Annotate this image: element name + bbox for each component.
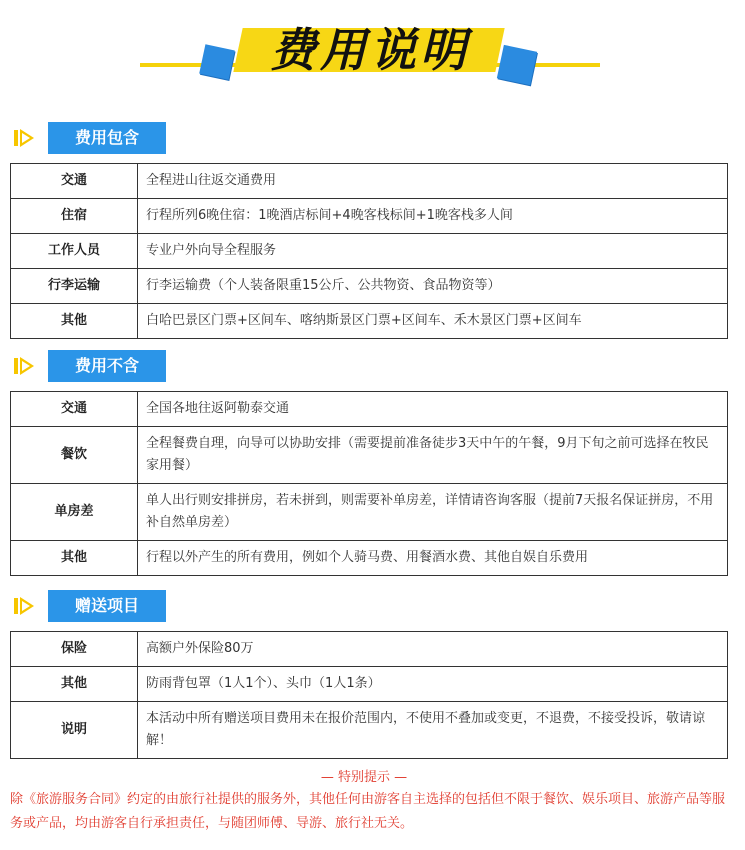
row-value: 单人出行则安排拼房，若未拼到，则需要补单房差，详情请咨询客服（提前7天报名保证拼房，不用补自然单房差） [138,484,728,541]
row-value: 全程进山往返交通费用 [138,164,728,199]
row-key: 住宿 [11,199,138,234]
special-notice-text: 除《旅游服务合同》约定的由旅行社提供的服务外，其他任何由游客自主选择的包括但不限于餐饮、娱乐项目、旅游产品等服务或产品，均由游客自行承担责任，与随团师傅、导游、旅行社无关。 [10,792,726,831]
table-row [11,304,728,339]
gifts-table [10,631,728,759]
row-value: 高额户外保险80万 [138,632,728,667]
row-key: 交通 [11,164,138,199]
row-key: 说明 [11,702,138,759]
row-key: 交通 [11,392,138,427]
row-key: 其他 [11,667,138,702]
row-key: 单房差 [11,484,138,541]
arrow-right-icon [14,128,36,148]
arrow-right-icon [14,596,36,616]
row-value: 全程餐费自理，向导可以协助安排（需要提前准备徒步3天中午的午餐，9月下旬之前可选择在牧民家用餐） [138,427,728,484]
section-label: 费用不含 [48,350,166,382]
section-label: 费用包含 [48,122,166,154]
table-row [11,702,728,759]
table-row [11,269,728,304]
included-table [10,163,728,339]
row-key: 保险 [11,632,138,667]
section-label: 赠送项目 [48,590,166,622]
table-row [11,484,728,541]
table-row [11,199,728,234]
page-title: 费用说明 [270,23,470,77]
row-value: 专业户外向导全程服务 [138,234,728,269]
row-key: 其他 [11,304,138,339]
row-key: 行李运输 [11,269,138,304]
row-value: 本活动中所有赠送项目费用未在报价范围内，不使用不叠加或变更，不退费，不接受投诉，敬请谅解！ [138,702,728,759]
row-value: 白哈巴景区门票+区间车、喀纳斯景区门票+区间车、禾木景区门票+区间车 [138,304,728,339]
banner-square-right [497,45,537,85]
row-key: 餐饮 [11,427,138,484]
page-banner [0,0,745,100]
row-value: 行程所列6晚住宿：1晚酒店标间+4晚客栈标间+1晚客栈多人间 [138,199,728,234]
row-value: 行程以外产生的所有费用，例如个人骑马费、用餐酒水费、其他自娱自乐费用 [138,541,728,576]
table-row [11,427,728,484]
special-notice-title: — 特别提示 — [320,770,408,785]
row-value: 行李运输费（个人装备限重15公斤、公共物资、食品物资等） [138,269,728,304]
table-row [11,632,728,667]
table-row [11,234,728,269]
row-key: 工作人员 [11,234,138,269]
banner-square-left [199,44,235,80]
arrow-right-icon [14,356,36,376]
row-key: 其他 [11,541,138,576]
table-row [11,541,728,576]
excluded-table [10,391,728,576]
table-row [11,164,728,199]
table-row [11,667,728,702]
row-value: 全国各地往返阿勒泰交通 [138,392,728,427]
row-value: 防雨背包罩（1人1个）、头巾（1人1条） [138,667,728,702]
table-row [11,392,728,427]
